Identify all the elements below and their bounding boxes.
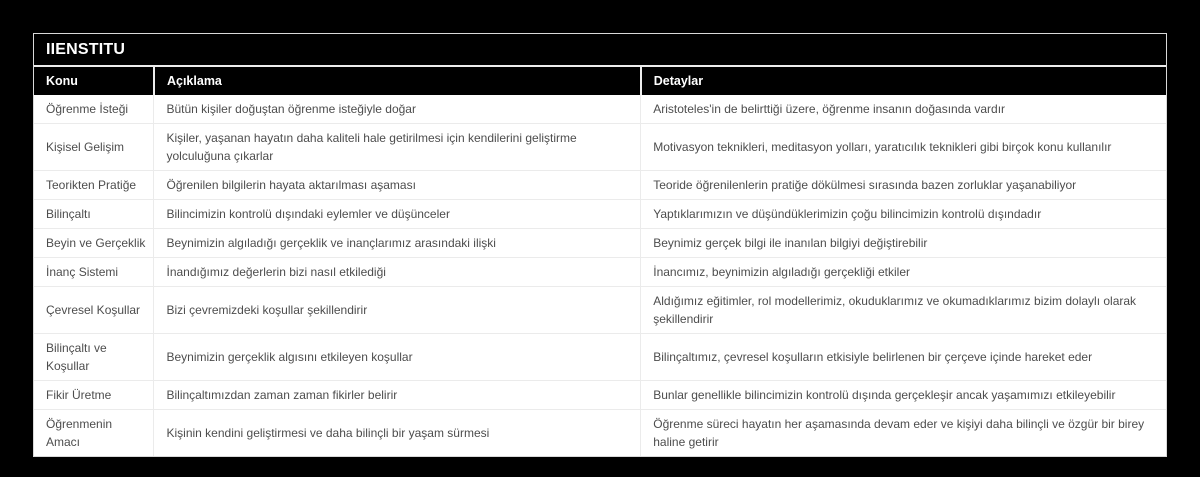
table-title: IIENSTITU [46,41,126,58]
cell-detaylar: Beynimiz gerçek bilgi ile inanılan bilgiyi değiştirebilir [641,229,1166,258]
cell-detaylar: Bunlar genellikle bilincimizin kontrolü dışında gerçekleşir ancak yaşamımızı etkileyebilir [641,381,1166,410]
table-header-row [34,67,1166,95]
cell-konu: Fikir Üretme [34,381,154,410]
column-header-konu: Konu [34,67,154,95]
table-row [34,171,1166,200]
table-row [34,95,1166,124]
content-table-card [33,33,1167,457]
table-row [34,258,1166,287]
table-row [34,124,1166,171]
table-row [34,410,1166,457]
table-row [34,287,1166,334]
column-header-aciklama: Açıklama [154,67,641,95]
cell-detaylar: Yaptıklarımızın ve düşündüklerimizin çoğu bilincimizin kontrolü dışındadır [641,200,1166,229]
cell-konu: Beyin ve Gerçeklik [34,229,154,258]
cell-konu: Öğrenme İsteği [46,102,129,116]
table-row [34,200,1166,229]
table-title-bar [34,34,1166,67]
cell-aciklama: Bizi çevremizdeki koşullar şekillendirir [154,287,641,334]
cell-konu: Bilinçaltı [34,200,154,229]
cell-detaylar: Aldığımız eğitimler, rol modellerimiz, okuduklarımız ve okumadıklarımız bizim dolaylı olarak şekillendirir [641,287,1166,334]
table-row [34,381,1166,410]
cell-aciklama: Bütün kişiler doğuştan öğrenme isteğiyle doğar [154,95,641,124]
cell-konu: Teorikten Pratiğe [34,171,154,200]
cell-aciklama: Öğrenilen bilgilerin hayata aktarılması aşaması [154,171,641,200]
column-header-detaylar: Detaylar [641,67,1166,95]
cell-konu: Bilinçaltı ve Koşullar [34,334,154,381]
content-table [34,67,1166,456]
cell-detaylar: Bilinçaltımız, çevresel koşulların etkisiyle belirlenen bir çerçeve içinde hareket eder [641,334,1166,381]
cell-aciklama: Bilinçaltımızdan zaman zaman fikirler belirir [154,381,641,410]
cell-aciklama: Kişiler, yaşanan hayatın daha kaliteli hale getirilmesi için kendilerini geliştirme yolculuğuna çıkarlar [154,124,641,171]
cell-aciklama: Bilincimizin kontrolü dışındaki eylemler ve düşünceler [154,200,641,229]
cell-detaylar: Teoride öğrenilenlerin pratiğe dökülmesi sırasında bazen zorluklar yaşanabiliyor [641,171,1166,200]
cell-detaylar: İnancımız, beynimizin algıladığı gerçekliği etkiler [641,258,1166,287]
cell-aciklama: İnandığımız değerlerin bizi nasıl etkilediği [154,258,641,287]
cell-konu: Kişisel Gelişim [34,124,154,171]
table-row [34,229,1166,258]
cell-aciklama: Beynimizin algıladığı gerçeklik ve inançlarımız arasındaki ilişki [154,229,641,258]
cell-detaylar: Öğrenme süreci hayatın her aşamasında devam eder ve kişiyi daha bilinçli ve özgür bir birey haline getirir [641,410,1166,457]
cell-konu: İnanç Sistemi [34,258,154,287]
cell-detaylar: Motivasyon teknikleri, meditasyon yolları, yaratıcılık teknikleri gibi birçok konu kullanılır [641,124,1166,171]
table-body [34,95,1166,456]
cell-aciklama: Beynimizin gerçeklik algısını etkileyen koşullar [154,334,641,381]
table-row [34,334,1166,381]
cell-konu: Çevresel Koşullar [34,287,154,334]
cell-konu: Öğrenmenin Amacı [34,410,154,457]
cell-detaylar: Aristoteles'in de belirttiği üzere, öğrenme insanın doğasında vardır [641,95,1166,124]
cell-aciklama: Kişinin kendini geliştirmesi ve daha bilinçli bir yaşam sürmesi [154,410,641,457]
